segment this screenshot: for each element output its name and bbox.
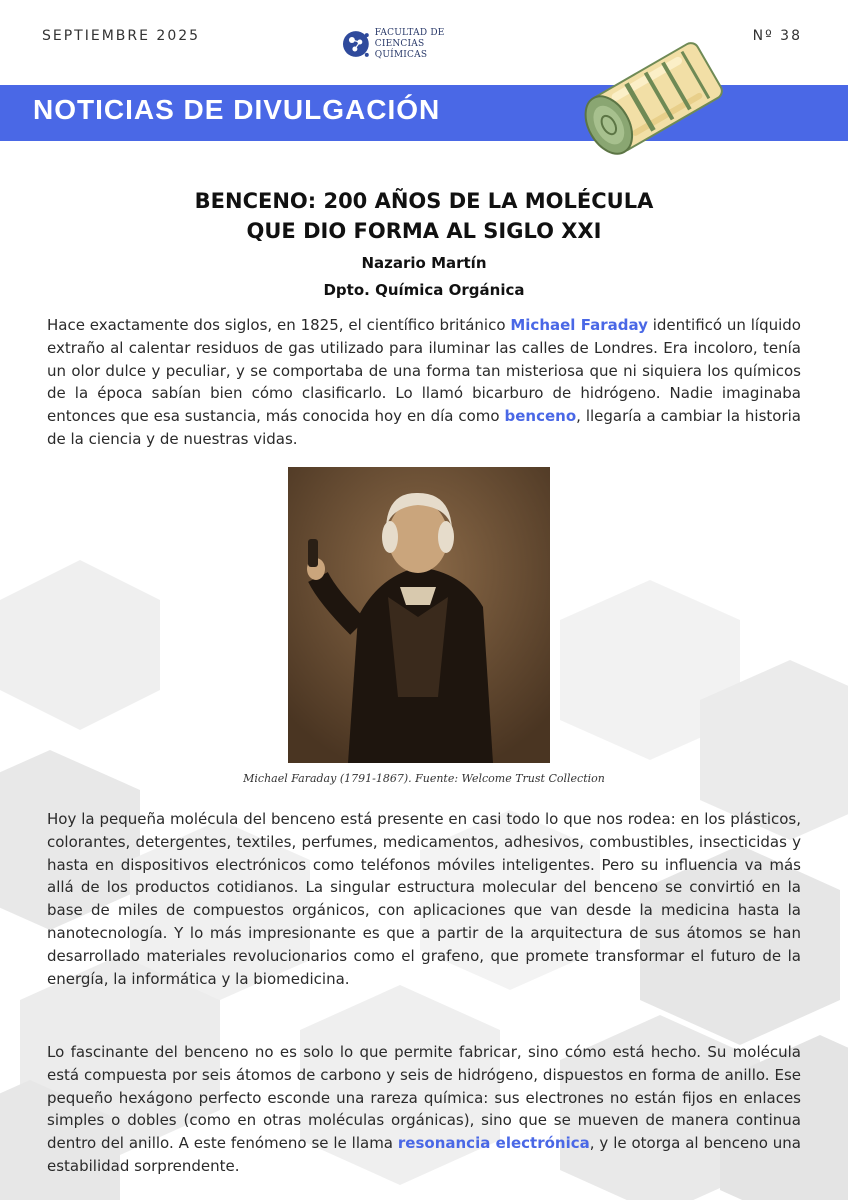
- issue-number: Nº 38: [752, 28, 802, 44]
- highlight-resonancia: resonancia electrónica: [397, 1134, 590, 1153]
- text-span: , llegaría a cambiar la historia de la ciencia y de nuestras vidas.: [47, 407, 801, 448]
- logo-line-2: CIENCIAS QUÍMICAS: [374, 38, 428, 60]
- article-title-line-1: BENCENO: 200 AÑOS DE LA MOLÉCULA: [194, 189, 654, 213]
- article-author: Nazario Martín: [361, 254, 487, 272]
- section-title: NOTICIAS DE DIVULGACIÓN: [33, 94, 441, 125]
- paragraph-structure: [47, 1041, 801, 1178]
- text-span: Hace exactamente dos siglos, en 1825, el científico británico: [47, 316, 511, 334]
- logo-line-1: FACULTAD DE: [374, 27, 445, 38]
- faculty-logo: [339, 24, 479, 64]
- paragraph-presence: Hoy la pequeña molécula del benceno está presente en casi todo lo que nos rodea: en los plásticos, colorantes, detergentes, textiles, perfumes, medicamentos, adhesivos, combustibles, insecticidas y hasta en dispositivos electrónicos como teléfonos móviles inteligentes. Pero su influencia va más allá de los productos cotidianos. La singular estructura molecular del benceno se convirtió en la base de miles de compuestos orgánicos, con aplicaciones que van desde la medicina hasta la nanotecnología. Y lo más impresionante es que a partir de la arquitectura de sus átomos se han desarrollado materiales revolucionarios como el grafeno, que promete transformar el futuro de la energía, la informática y la biomedicina.: [47, 810, 801, 988]
- issue-date: SEPTIEMBRE 2025: [42, 28, 201, 44]
- paragraph-intro: [47, 314, 801, 451]
- text-span: Lo fascinante del benceno no es solo lo que permite fabricar, sino cómo está hecho. Su molécula está compuesta por seis átomos de carbono y seis de hidrógeno, dispuestos en forma de anillo. Ese pequeño hexágono perfecto esconde una rareza química: sus electrones no están fijos en enlaces simples o dobles (como en otras moléculas orgánicas), sino que se mueven de manera continua dentro del anillo. A este fenómeno se le llama: [47, 1043, 801, 1153]
- faraday-portrait: [288, 467, 550, 763]
- photo-caption: Michael Faraday (1791-1867). Fuente: Welcome Trust Collection: [243, 772, 605, 785]
- molecule-logo-icon: [341, 27, 371, 61]
- highlight-faraday: Michael Faraday: [510, 316, 648, 334]
- highlight-benceno: benceno: [504, 407, 577, 426]
- article-department: Dpto. Química Orgánica: [323, 281, 525, 299]
- article-title-line-2: QUE DIO FORMA AL SIGLO XXI: [246, 219, 602, 243]
- text-span: identificó un líquido extraño al calentar residuos de gas utilizado para iluminar las calles de Londres. Era incoloro, tenía un olor dulce y peculiar, y se comportaba de una forma tan misteriosa que ni siquiera los químicos de la época sabían bien cómo clasificarlo. Lo llamó bicarburo de hidrógeno. Nadie imaginaba entonces que esa sustancia, más conocida hoy en día como: [47, 316, 801, 426]
- rolled-newspaper-icon: [570, 28, 740, 178]
- text-span: , y le otorga al benceno una estabilidad sorprendente.: [47, 1134, 801, 1175]
